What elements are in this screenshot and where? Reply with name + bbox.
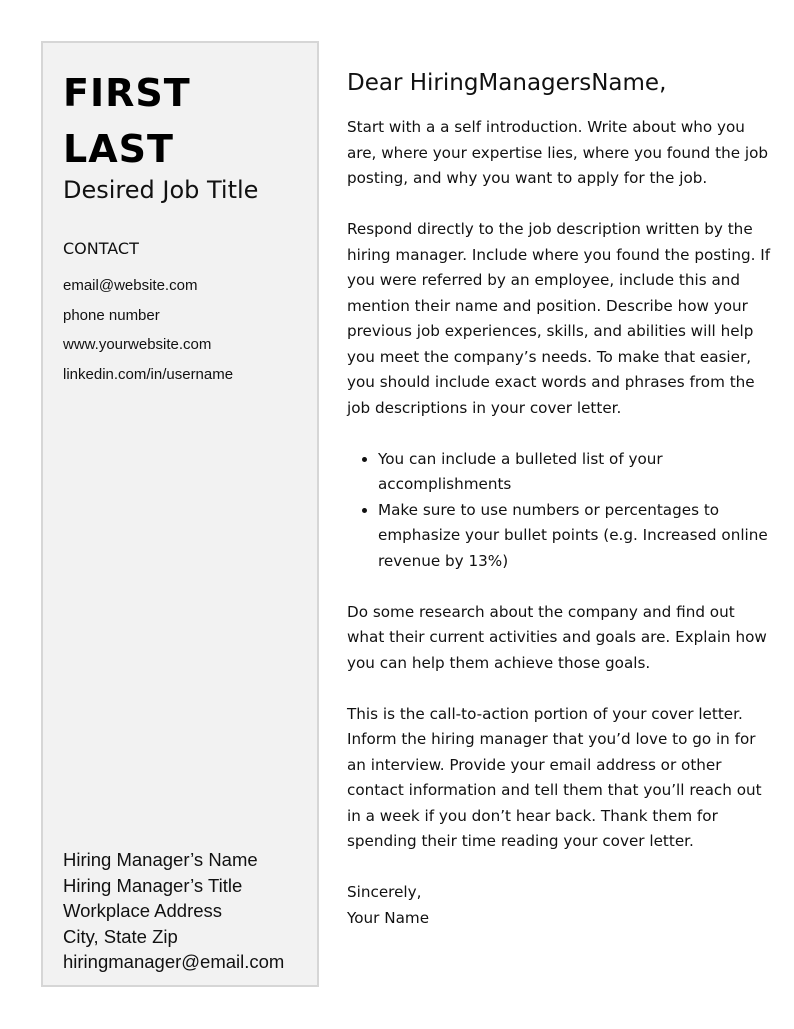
contact-list bbox=[63, 271, 233, 389]
recipient-title: Hiring Manager’s Title bbox=[63, 874, 243, 896]
recipient-city: City, State Zip bbox=[63, 925, 178, 947]
sign-off: Sincerely, bbox=[347, 883, 422, 901]
accomplishments-list bbox=[347, 447, 775, 575]
recipient-block bbox=[63, 847, 284, 975]
contact-website: www.yourwebsite.com bbox=[63, 336, 212, 353]
contact-phone: phone number bbox=[63, 306, 160, 324]
applicant-name bbox=[63, 65, 191, 177]
sidebar-panel bbox=[41, 41, 319, 987]
contact-email: email@website.com bbox=[63, 277, 198, 294]
bullet-item: • You can include a bulleted list of your accomplishments bbox=[378, 447, 775, 498]
recipient-address: Workplace Address bbox=[63, 900, 223, 921]
paragraph-research: Do some research about the company and find out what their current activities and goals are. Explain how you can help them achieve those goals. bbox=[347, 602, 767, 672]
paragraph-call-to-action: This is the call-to-action portion of your cover letter. Inform the hiring manager that you’d love to go in for an interview. Provide your email address or other contact information and tell them that you’ll reach out in a week if you don’t hear back. Thank them for spending their time reading your cover letter. bbox=[347, 704, 762, 850]
first-name: FIRST bbox=[63, 71, 191, 115]
contact-heading: CONTACT bbox=[63, 239, 139, 258]
paragraph-job-description: Respond directly to the job description written by the hiring manager. Include where you found the posting. If you were referred by an employee, include this and mention their name and position. Describe how your previous job experiences, skills, and abilities will help you meet the company’s needs. To make that easier, you should include exact words and phrases from the job descriptions in your cover letter. bbox=[347, 220, 771, 417]
letter-body bbox=[347, 66, 775, 931]
contact-linkedin: linkedin.com/in/username bbox=[63, 365, 234, 383]
greeting: Dear HiringManagersName, bbox=[347, 70, 667, 96]
paragraph-intro: Start with a a self introduction. Write about who you are, where your expertise lies, where you found the job posting, and why you want to apply for the job. bbox=[347, 118, 769, 187]
desired-job-title: Desired Job Title bbox=[63, 176, 259, 204]
last-name: LAST bbox=[63, 127, 174, 171]
recipient-name: Hiring Manager’s Name bbox=[63, 849, 258, 870]
signature-name: Your Name bbox=[347, 908, 430, 927]
bullet-item: • Make sure to use numbers or percentages to emphasize your bullet points (e.g. Increased online revenue by 13%) bbox=[378, 498, 775, 575]
recipient-email: hiringmanager@email.com bbox=[63, 951, 285, 972]
